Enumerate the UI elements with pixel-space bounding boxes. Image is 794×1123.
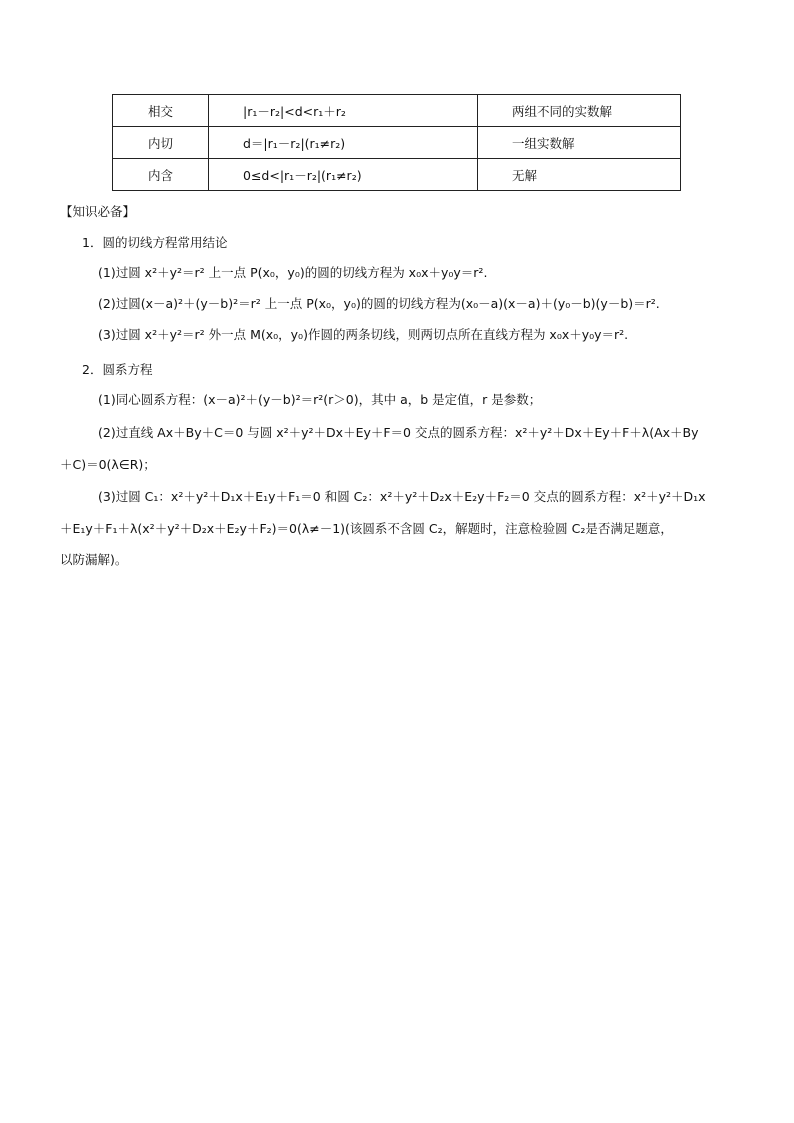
solutions-cell: 一组实数解 xyxy=(478,127,681,159)
list-item-continuation: 以防漏解)。 xyxy=(60,552,128,567)
table-row xyxy=(113,127,681,159)
solutions-cell: 无解 xyxy=(478,159,681,191)
condition-cell: |r₁－r₂|<d<r₁＋r₂ xyxy=(209,95,478,127)
list-item: (2)过直线 Ax＋By＋C＝0 与圆 x²＋y²＋Dx＋Ey＋F＝0 交点的圆系方程：x²＋y²＋Dx＋Ey＋F＋λ(Ax＋By xyxy=(98,425,699,440)
solutions-cell: 两组不同的实数解 xyxy=(478,95,681,127)
section-heading: 【知识必备】 xyxy=(60,204,136,219)
condition-cell: d＝|r₁－r₂|(r₁≠r₂) xyxy=(209,127,478,159)
list-item-continuation: ＋E₁y＋F₁＋λ(x²＋y²＋D₂x＋E₂y＋F₂)＝0(λ≠－1)(该圆系不含圆 C₂，解题时，注意检验圆 C₂是否满足题意， xyxy=(60,521,673,536)
table-row xyxy=(113,159,681,191)
table-row xyxy=(113,95,681,127)
list-item: (2)过圆(x－a)²＋(y－b)²＝r² 上一点 P(x₀，y₀)的圆的切线方程为(x₀－a)(x－a)＋(y₀－b)(y－b)＝r². xyxy=(98,296,660,311)
list-item: (3)过圆 x²＋y²＝r² 外一点 M(x₀，y₀)作圆的两条切线，则两切点所在直线方程为 x₀x＋y₀y＝r². xyxy=(98,327,629,342)
subsection-title: 2．圆系方程 xyxy=(82,362,153,377)
relation-cell: 内切 xyxy=(113,127,209,159)
subsection-title: 1．圆的切线方程常用结论 xyxy=(82,235,228,250)
circle-relation-table xyxy=(112,94,681,191)
list-item: (1)过圆 x²＋y²＝r² 上一点 P(x₀，y₀)的圆的切线方程为 x₀x＋y₀y＝r². xyxy=(98,265,488,280)
list-item-continuation: ＋C)＝0(λ∈R)； xyxy=(60,457,156,472)
relation-cell: 相交 xyxy=(113,95,209,127)
list-item: (3)过圆 C₁：x²＋y²＋D₁x＋E₁y＋F₁＝0 和圆 C₂：x²＋y²＋D₂x＋E₂y＋F₂＝0 交点的圆系方程：x²＋y²＋D₁x xyxy=(98,489,706,504)
relation-cell: 内含 xyxy=(113,159,209,191)
condition-cell: 0≤d<|r₁－r₂|(r₁≠r₂) xyxy=(209,159,478,191)
list-item: (1)同心圆系方程：(x－a)²＋(y－b)²＝r²(r＞0)，其中 a，b 是定值，r 是参数； xyxy=(98,392,542,407)
